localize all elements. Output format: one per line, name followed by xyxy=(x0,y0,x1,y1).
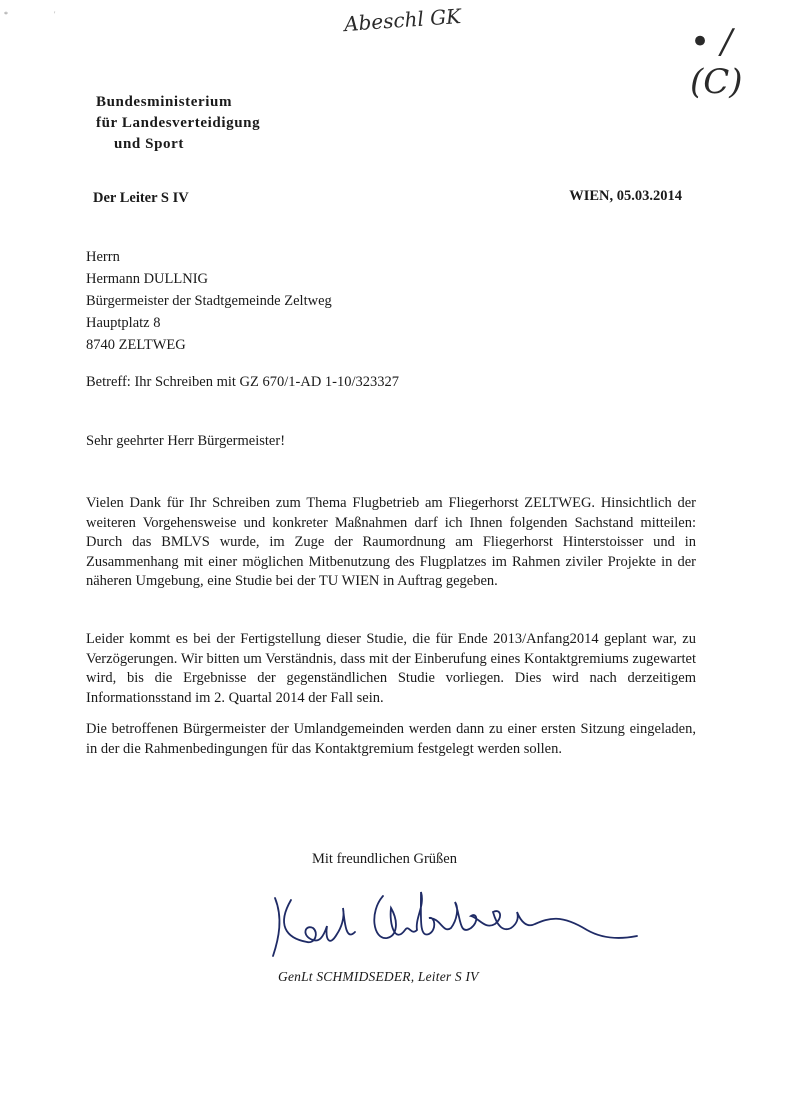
handwritten-signature xyxy=(265,878,645,968)
greeting: Sehr geehrter Herr Bürgermeister! xyxy=(86,433,286,449)
recipient-city: 8740 ZELTWEG xyxy=(86,337,186,353)
corner-mark-secondary: ' xyxy=(54,10,56,19)
letterhead-line: und Sport xyxy=(114,136,185,152)
date-line: WIEN, 05.03.2014 xyxy=(569,188,682,204)
handwritten-note-right: • / (C) xyxy=(690,22,743,102)
sender-office: Der Leiter S IV xyxy=(93,190,189,206)
subject-line: Betreff: Ihr Schreiben mit GZ 670/1-AD 1-10/323327 xyxy=(86,374,400,390)
letterhead-line: für Landesverteidigung xyxy=(96,115,261,131)
recipient-title: Bürgermeister der Stadtgemeinde Zeltweg xyxy=(86,293,332,309)
body-paragraph-3: Die betroffenen Bürgermeister der Umlandgemeinden werden dann zu einer ersten Sitzung eingeladen, in der die Rahmenbedingungen für das Kontaktgremium festgelegt werden sollen. xyxy=(86,721,696,757)
recipient-address xyxy=(86,246,332,356)
body-paragraph-2: Leider kommt es bei der Fertigstellung dieser Studie, die für Ende 2013/Anfang2014 geplant war, zu Verzögerungen. Wir bitten um Verständnis, dass mit der Einberufung eines Kontaktgremiums zugewartet wird, bis die Ergebnisse der gegenständlichen Studie vorliegen. Dies wird nach derzeitigem Informationsstand im 2. Quartal 2014 der Fall sein. xyxy=(86,631,696,706)
closing-phrase: Mit freundlichen Grüßen xyxy=(312,851,457,867)
recipient-street: Hauptplatz 8 xyxy=(86,315,161,331)
recipient-salutation: Herrn xyxy=(86,249,120,265)
body-paragraph-1: Vielen Dank für Ihr Schreiben zum Thema Flugbetrieb am Fliegerhorst ZELTWEG. Hinsichtlich der weiteren Vorgehensweise und konkreter Maßnahmen darf ich Ihnen folgenden Sachstand mitteilen: Durch das BMLVS wurde, im Zuge der Raumordnung am Fliegerhorst Hinterstoisser und in Zusammenhang mit einer möglichen Mitbenutzung des Flugplatzes im Rahmen ziviler Projekte in der näheren Umgebung, eine Studie bei der TU WIEN in Auftrag gegeben. xyxy=(86,495,696,589)
signature-block: GenLt SCHMIDSEDER, Leiter S IV xyxy=(278,969,479,984)
letterhead-line: Bundesministerium xyxy=(96,94,233,110)
recipient-name: Hermann DULLNIG xyxy=(86,271,209,287)
corner-mark: * xyxy=(4,10,8,19)
letterhead xyxy=(96,92,260,155)
handwritten-note-top: Abeschl GK xyxy=(343,3,462,37)
